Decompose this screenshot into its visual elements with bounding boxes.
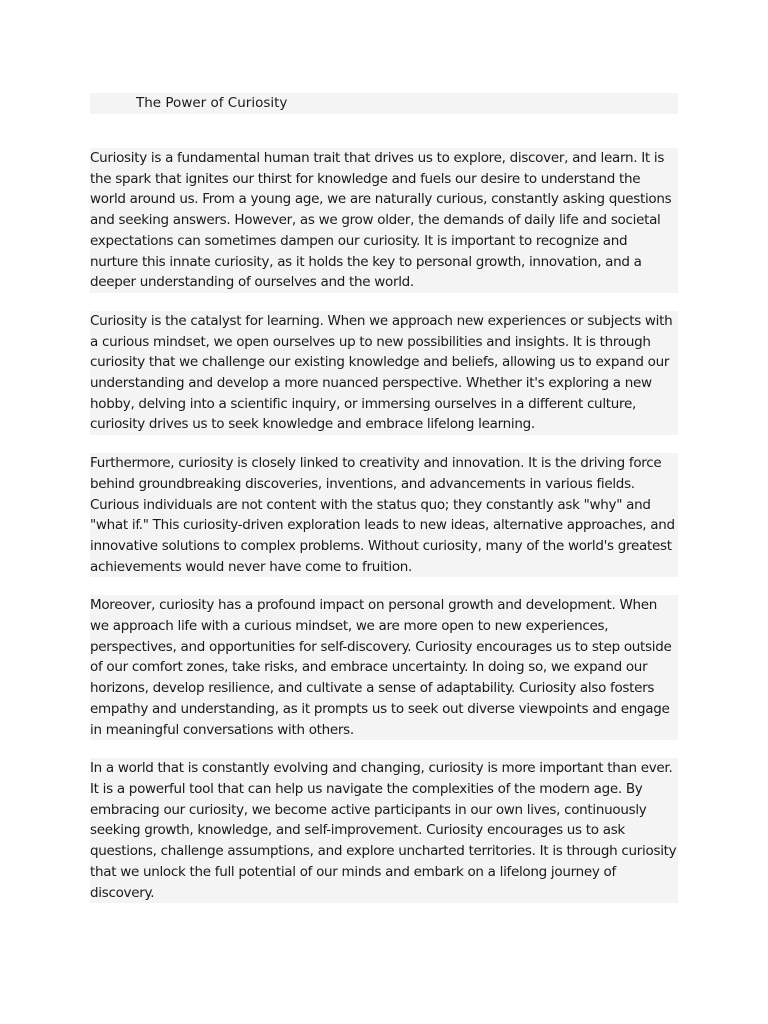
paragraph-4: Moreover, curiosity has a profound impact on personal growth and development. When we approach life with a curious mindset, we are more open to new experiences, perspectives, and opportunities for self-discovery. Curiosity encourages us to step outside of our comfort zones, take risks, and embrace uncertainty. In doing so, we expand our horizons, develop resilience, and cultivate a sense of adaptability. Curiosity also fosters empathy and understanding, as it prompts us to seek out diverse viewpoints and engage in meaningful conversations with others.	[90, 595, 678, 740]
paragraph-3: Furthermore, curiosity is closely linked to creativity and innovation. It is the driving force behind groundbreaking discoveries, inventions, and advancements in various fields. Curious individuals are not content with the status quo; they constantly ask "why" and "what if." This curiosity-driven exploration leads to new ideas, alternative approaches, and innovative solutions to complex problems. Without curiosity, many of the world's greatest achievements would never have come to fruition.	[90, 453, 678, 577]
paragraph-1: Curiosity is a fundamental human trait that drives us to explore, discover, and learn. It is the spark that ignites our thirst for knowledge and fuels our desire to understand the world around us. From a young age, we are naturally curious, constantly asking questions and seeking answers. However, as we grow older, the demands of daily life and societal expectations can sometimes dampen our curiosity. It is important to recognize and nurture this innate curiosity, as it holds the key to personal growth, innovation, and a deeper understanding of ourselves and the world.	[90, 148, 678, 293]
document-page	[90, 93, 678, 921]
paragraph-2: Curiosity is the catalyst for learning. When we approach new experiences or subjects with a curious mindset, we open ourselves up to new possibilities and insights. It is through curiosity that we challenge our existing knowledge and beliefs, allowing us to expand our understanding and develop a more nuanced perspective. Whether it's exploring a new hobby, delving into a scientific inquiry, or immersing ourselves in a different culture, curiosity drives us to seek knowledge and embrace lifelong learning.	[90, 311, 678, 435]
paragraph-5: In a world that is constantly evolving and changing, curiosity is more important than ever. It is a powerful tool that can help us navigate the complexities of the modern age. By embracing our curiosity, we become active participants in our own lives, continuously seeking growth, knowledge, and self-improvement. Curiosity encourages us to ask questions, challenge assumptions, and explore uncharted territories. It is through curiosity that we unlock the full potential of our minds and embark on a lifelong journey of discovery.	[90, 758, 678, 903]
document-title: The Power of Curiosity	[90, 93, 678, 114]
